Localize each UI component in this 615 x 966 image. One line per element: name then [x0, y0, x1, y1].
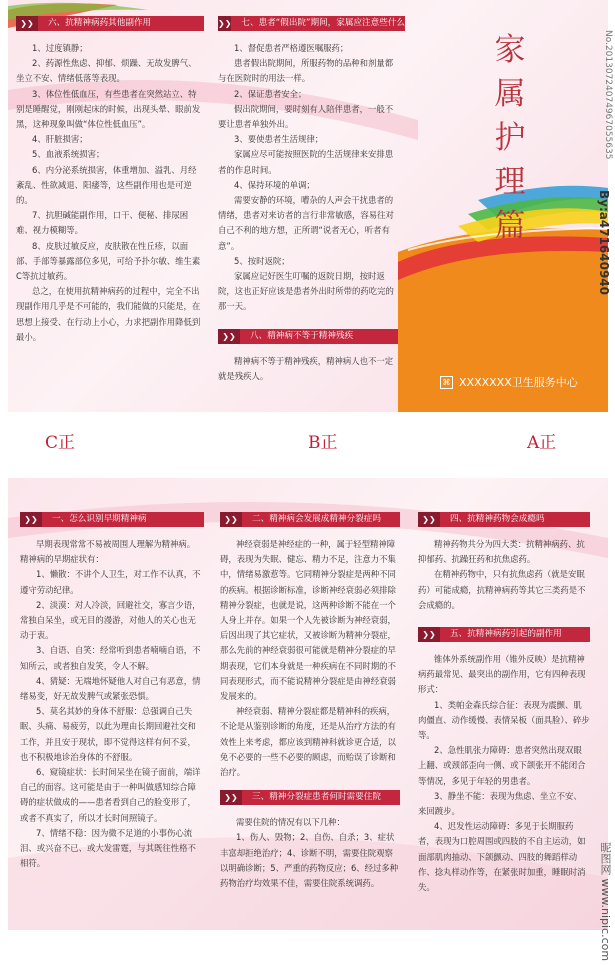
section-title: 精神病不等于精神残疾	[267, 330, 354, 341]
list-item: 患者假出院期间，所服药物的品种和剂量都与在医院时的用法一样。	[218, 58, 394, 84]
section-number: 一、	[52, 514, 70, 524]
list-item: 早期表现常常不易被周围人理解为精神病。	[36, 539, 196, 549]
column-c	[16, 16, 204, 345]
section-title: 抗精神药物会成瘾吗	[467, 514, 545, 524]
list-item: 4、迟发性运动障碍：多见于长期服药者，表现为口腔周围或四肢的不自主运动，如面部肌肉抽动、下颌颤动、四肢的舞蹈样动作、捻丸样动作等，在紧张时加重，睡眠时消失。	[418, 821, 586, 893]
list-item: 3、自语、自笑：经常听到患者喃喃自语，不知所云，或者独自发笑，令人不解。	[20, 645, 201, 671]
organization-name: XXXXXXX卫生服务中心	[459, 376, 578, 389]
list-item: 1、伤人、毁物；2、自伤、自杀；3、症状丰富却拒绝治疗；4、诊断不明，需要住院观察以明确诊断；5、严重的药物反应；6、经过多种药物治疗均效果不佳，需要住院系统调药。	[220, 832, 399, 889]
list-item: 精神病的早期症状有：	[20, 554, 104, 565]
list-item: 7、抗胆碱能副作用，口干、便秘、排尿困难、视力模糊等。	[16, 210, 189, 236]
section-title: 精神分裂症患者何时需要住院	[269, 792, 381, 803]
label-c: C正	[45, 433, 76, 453]
section-title: 怎么识别早期精神病	[69, 514, 147, 524]
column-1	[20, 512, 204, 871]
section-number: 五、	[450, 629, 468, 640]
list-item: 5、莫名其妙的身体不舒服：总强调自己失眠、头痛、易疲劳，以此为理由长期回避社交和工作，并且安于现状，即不觉得这样有何不妥，也不积极地诊治身体的不舒服。	[20, 706, 196, 762]
list-item: 1、懒散：不讲个人卫生，对工作不认真，不遵守劳动纪律。	[20, 569, 201, 595]
list-item: 1、类帕金森氏综合征：表现为震颤、肌肉僵直、动作缓慢、表情呆板（面具脸）、碎步等。	[418, 699, 590, 741]
watermark-brand: 昵图网 www.nipic.com	[599, 842, 612, 962]
side-id-number: No.20130724074967055635	[603, 30, 613, 160]
section-number: 四、	[450, 514, 468, 524]
list-item: 2、急性肌张力障碍：患者突然出现双眼上翻、或颈部歪向一侧、或下颌张开不能闭合等情况，多见于年轻的男患者。	[418, 745, 586, 786]
column-b	[218, 16, 406, 384]
list-item: 4、保持环境的单调；	[234, 179, 315, 190]
list-item: 需要安静的环境，嘈杂的人声会干扰患者的情绪，患者对来访者的言行非常敏感，容易往对自己不利的地方想，正所谓“说者无心，听者有意”。	[218, 195, 394, 251]
list-item: 锥体外系统副作用（锥外反映）是抗精神病药最常见、最突出的副作用，它有四种表现形式：	[418, 654, 586, 695]
section-header-1: ❯❯ 一、怎么识别早期精神病	[20, 512, 204, 527]
section-header-4: ❯❯ 四、抗精神药物会成瘾吗	[418, 512, 590, 527]
label-b: B正	[308, 433, 338, 453]
organization	[440, 374, 578, 390]
column-3	[418, 512, 590, 895]
list-item: 家属应记好医生叮嘱的返院日期，按时返院，这也正好应该是患者外出时所带的药吃完的那一天。	[218, 271, 394, 312]
list-item: 3、体位性低血压，有些患者在突然站立、特别是睡醒觉，刚刚起床的时候，出现头晕、眼前发黑，这种现象叫做“体位性低血压”。	[16, 88, 201, 130]
list-item: 2、淡漠：对人冷淡，回避社交，寡言少语，常独自呆坐，或无目的漫游，对他人的关心也无动于衷。	[20, 599, 201, 641]
section-title: 抗精神病药其他副作用	[65, 18, 152, 28]
list-item: 假出院期间，要时刻有人陪伴患者，一般不要让患者单独外出。	[218, 103, 394, 130]
list-item: 1、督促患者严格遵医嘱服药；	[234, 43, 349, 53]
section-header-5: ❯❯ 五、抗精神病药引起的副作用	[418, 627, 590, 642]
section-title: 抗精神病药引起的副作用	[467, 629, 562, 640]
list-item: 在精神药物中，只有抗焦虑药（就是安眠药）可能成瘾，抗精神病药等其它三类药是不会成瘾的。	[418, 569, 586, 610]
section-number: 三、	[252, 792, 270, 803]
section-header-7: ❯❯ 七、患者“假出院”期间，家属应注意些什么	[218, 16, 398, 31]
section-header-2: ❯❯ 二、精神病会发展成精神分裂症吗	[220, 512, 400, 527]
section-number: 七、	[241, 18, 259, 28]
list-item: 7、情绪不稳：因为微不足道的小事伤心流泪、或兴奋不已、或大发雷霆，与其既往性格不相符。	[20, 827, 196, 869]
section-number: 八、	[250, 330, 268, 341]
list-item: 6、窥镜症状：长时间呆坐在镜子面前，端详自己的面容。这可能是由于一种叫做感知综合障碍的症状做成的——患者看到自己的脸变形了，或者不真实了，所以才长时间照镜子。	[20, 767, 201, 823]
list-item: 总之，在使用抗精神病药的过程中，完全不出现副作用几乎是不可能的，我们能做的只能是，在思想上接受、在行动上小心，力求把副作用降低到最小。	[16, 286, 201, 342]
list-item: 精神病不等于精神残疾，精神病人也不一定就是残疾人。	[218, 355, 394, 381]
side-author-id: By:a471640940	[597, 190, 611, 296]
section-title: 精神病会发展成精神分裂症吗	[269, 514, 381, 524]
list-item: 1、过度镇静；	[32, 43, 88, 53]
label-a: A正	[527, 433, 557, 453]
section-number: 二、	[252, 514, 270, 524]
section-title: 患者“假出院”期间，家属应注意些什么	[258, 18, 406, 28]
section-header-6: ❯❯ 六、抗精神病药其他副作用	[16, 16, 204, 31]
list-item: 8、皮肤过敏反应，皮肤散在性丘疹，以面部、手部等暴露部位多见，可给予扑尔敏、维生素C等抗过敏药。	[16, 240, 201, 282]
top-sheet	[8, 0, 608, 412]
section-header-3: ❯❯ 三、精神分裂症患者何时需要住院	[220, 790, 400, 805]
list-item: 精神药物共分为四大类：抗精神病药、抗抑郁药、抗躁狂药和抗焦虑药。	[418, 539, 585, 565]
list-item: 4、猜疑：无端地怀疑他人对自己有恶意，情绪易变，好无故发脾气或紧张恐惧。	[20, 675, 201, 702]
logo-icon: ⌘	[440, 376, 453, 389]
list-item: 3、要使患者生活规律；	[234, 134, 324, 145]
column-2	[220, 512, 400, 891]
list-item: 需要住院的情况有以下几种：	[236, 817, 345, 828]
list-item: 4、肝脏损害；	[32, 134, 88, 145]
list-item: 3、静坐不能：表现为焦虑、坐立不安、来回踱步。	[418, 790, 582, 817]
list-item: 5、血液系统损害；	[32, 149, 105, 160]
list-item: 2、保证患者安全；	[234, 88, 307, 99]
cover-title: 家 属 护 理 篇	[494, 32, 526, 244]
section-number: 六、	[48, 18, 66, 28]
list-item: 5、按时返院；	[234, 255, 290, 266]
list-item: 2、药源性焦虑、抑郁、烦躁、无故发脾气、坐立不安、情绪低落等表现。	[16, 58, 197, 84]
section-header-8: ❯❯ 八、精神病不等于精神残疾	[218, 329, 398, 344]
list-item: 家属应尽可能按照医院的生活规律来安排患者的作息时间。	[218, 149, 394, 175]
list-item: 神经衰弱、精神分裂症都是精神科的疾病，不论是从鉴别诊断的角度，还是从治疗方法的有效性上来考虑，都应该到精神科就诊更合适，以免不必要的一些不必要的顾虑，而贻误了诊断和治疗。	[220, 706, 396, 778]
list-item: 6、内分泌系统损害，体重增加、溢乳、月经紊乱、性欲减退、阳痿等，这些副作用也是可逆的。	[16, 164, 197, 206]
bottom-sheet	[8, 478, 608, 930]
list-item: 神经衰弱是神经症的一种，属于轻型精神障碍，表现为失眠、健忘、精力不足，注意力不集中，情绪易激惹等。它同精神分裂症是两种不同的疾病。根据诊断标准，诊断神经衰弱必须排除精神分裂症，也就是说，这两种诊断不能在一个人身上并存。如果一个人先被诊断为神经衰弱，后因出现了其它症状，又被诊断为精神分裂症，那么先前的神经衰弱很可能就是精神分裂症的早期表现，它们本身就是一种疾病在不同时期的不同表现形式，而不能说精神分裂症是由神经衰弱发展来的。	[220, 539, 396, 702]
